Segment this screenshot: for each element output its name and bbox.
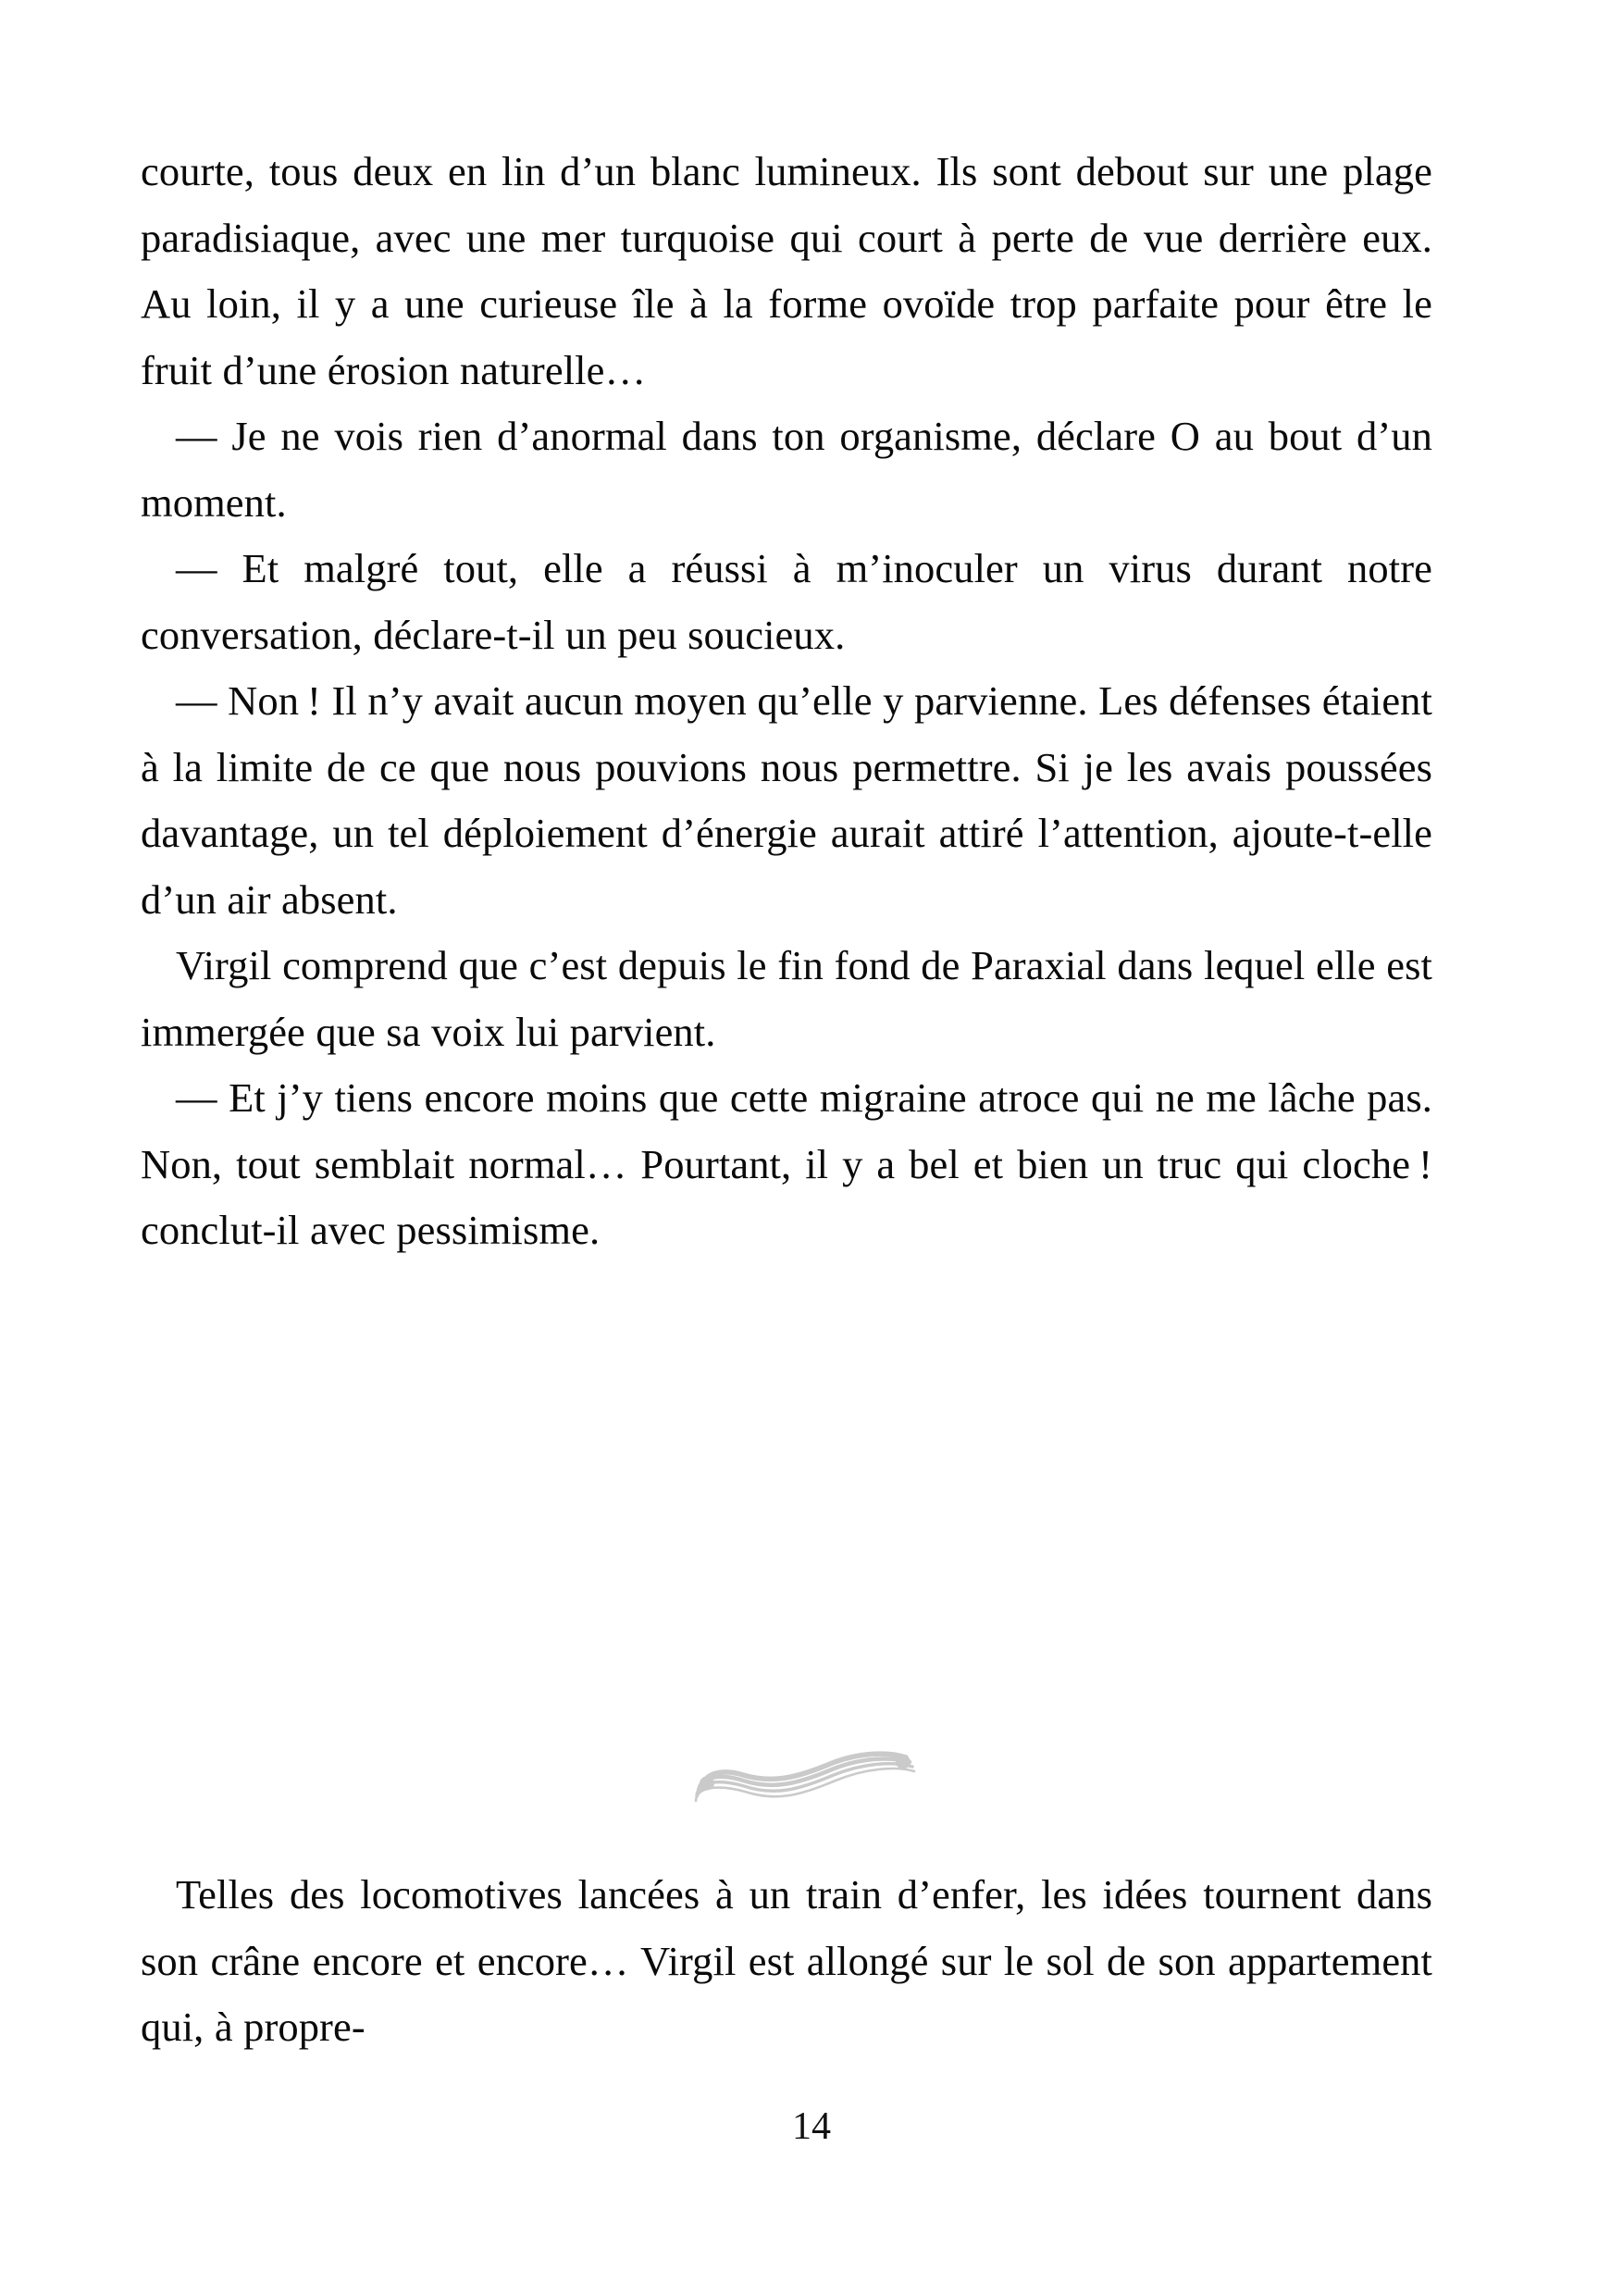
swash-flourish-divider-icon [691, 1727, 932, 1810]
paragraph-dialogue-1: — Je ne vois rien d’anormal dans ton organisme, déclare O au bout d’un moment. [141, 413, 1432, 526]
page-text-block-after-divider [141, 1862, 1432, 2061]
section-divider [0, 1699, 1623, 1838]
paragraph-dialogue-2: — Et malgré tout, elle a réussi à m’inoculer un virus durant notre conversation, déclare-t-il un peu soucieux. [141, 545, 1432, 658]
paragraph-dialogue-3: — Non ! Il n’y avait aucun moyen qu’elle y parvienne. Les défenses étaient à la limite de ce que nous pouvions nous permettre. Si je les avais poussées davantage, un tel déploiement d’énergie aurait attiré l’attention, ajoute-t-elle d’un air absent. [141, 677, 1432, 923]
paragraph-narrative-1: Virgil comprend que c’est depuis le fin fond de Paraxial dans lequel elle est immergée que sa voix lui parvient. [141, 942, 1432, 1055]
page-number: 14 [792, 2105, 831, 2148]
paragraph-dialogue-4: — Et j’y tiens encore moins que cette migraine atroce qui ne me lâche pas. Non, tout semblait normal… Pourtant, il y a bel et bien un truc qui cloche ! conclut-il avec pessimisme. [141, 1074, 1432, 1253]
paragraph-narrative-2: Telles des locomotives lancées à un train d’enfer, les idées tournent dans son crâne encore et encore… Virgil est allongé sur le sol de son appartement qui, à propre- [141, 1871, 1432, 2050]
paragraph-continuation: courte, tous deux en lin d’un blanc lumineux. Ils sont debout sur une plage paradisiaque, avec une mer turquoise qui court à perte de vue derrière eux. Au loin, il y a une curieuse île à la forme ovoïde trop parfaite pour être le fruit d’une érosion naturelle… [141, 148, 1432, 393]
page-text-block [141, 139, 1432, 1264]
